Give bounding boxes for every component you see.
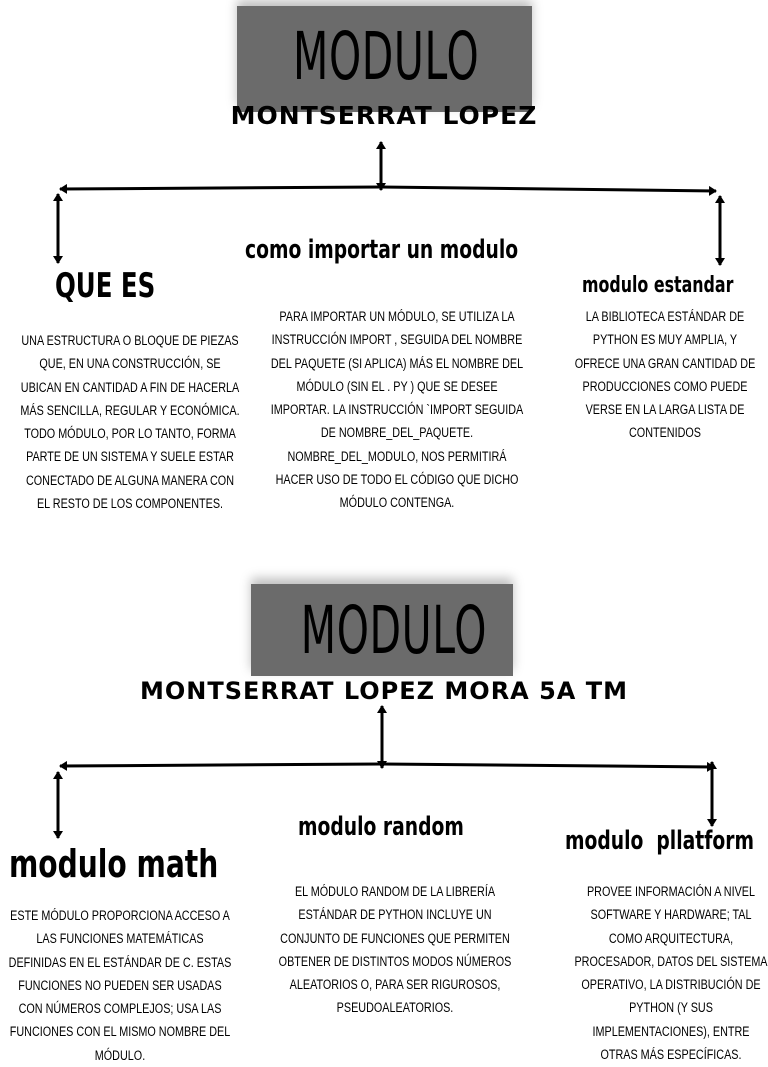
section1-title-box	[237, 6, 532, 112]
section1-title: MODULO	[293, 18, 480, 95]
section1-left-heading: QUE ES	[55, 266, 156, 306]
section1-right-text: LA BIBLIOTECA ESTÁNDAR DE PYTHON ES MUY AMPLIA, Y OFRECE UNA GRAN CANTIDAD DE PRODUCCIONES COMO PUEDE VERSE EN LA LARGA LISTA DE CONTENIDOS	[574, 309, 756, 441]
section2-center-text: EL MÓDULO RANDOM DE LA LIBRERÍA ESTÁNDAR DE PYTHON INCLUYE UN CONJUNTO DE FUNCIONES QUE PERMITEN OBTENER DE DISTINTOS MODOS NÚMEROS ALEATORIOS O, PARA SER RIGUROSOS, PSEUDOALEATORIOS.	[278, 884, 512, 1016]
section2-title-box	[251, 584, 513, 676]
section1-center-heading: como importar un modulo	[245, 235, 519, 265]
section2-left-heading: modulo math	[9, 842, 219, 886]
section2-center-heading: modulo random	[298, 812, 464, 842]
section1-right-heading: modulo estandar	[582, 273, 734, 298]
section1-center-text: PARA IMPORTAR UN MÓDULO, SE UTILIZA LA INSTRUCCIÓN IMPORT , SEGUIDA DEL NOMBRE DEL PAQUETE (SI APLICA) MÁS EL NOMBRE DEL MÓDULO (SIN EL . PY ) QUE SE DESEE IMPORTAR. LA INSTRUCCIÓN `IMPORT SEGUIDA DE NOMBRE_DEL_PAQUETE. NOMBRE_DEL_MODULO, NOS PERMITIRÁ HACER USO DE TODO EL CÓDIGO QUE DICHO MÓDULO CONTENGA.	[270, 309, 524, 511]
section2-right-heading: modulo pllatform	[565, 826, 754, 856]
section2-subtitle: MONTSERRAT LOPEZ MORA 5A TM	[140, 677, 628, 705]
section2-title: MODULO	[300, 592, 488, 669]
section2-left-text: ESTE MÓDULO PROPORCIONA ACCESO A LAS FUNCIONES MATEMÁTICAS DEFINIDAS EN EL ESTÁNDAR DE C. ESTAS FUNCIONES NO PUEDEN SER USADAS CON NÚMEROS COMPLEJOS; USA LAS FUNCIONES CON EL MISMO NOMBRE DEL MÓDULO.	[8, 908, 232, 1063]
section2-right-text: PROVEE INFORMACIÓN A NIVEL SOFTWARE Y HARDWARE; TAL COMO ARQUITECTURA, PROCESADOR, DATOS DEL SISTEMA OPERATIVO, LA DISTRIBUCIÓN DE PYTHON (Y SUS IMPLEMENTACIONES), ENTRE OTRAS MÁS ESPECÍFICAS.	[574, 884, 768, 1063]
section1-left-text: UNA ESTRUCTURA O BLOQUE DE PIEZAS QUE, EN UNA CONSTRUCCIÓN, SE UBICAN EN CANTIDAD A FIN DE HACERLA MÁS SENCILLA, REGULAR Y ECONÓMICA. TODO MÓDULO, POR LO TANTO, FORMA PARTE DE UN SISTEMA Y SUELE ESTAR CONECTADO DE ALGUNA MANERA CON EL RESTO DE LOS COMPONENTES.	[20, 333, 240, 512]
section1-subtitle: MONTSERRAT LOPEZ	[230, 101, 538, 130]
